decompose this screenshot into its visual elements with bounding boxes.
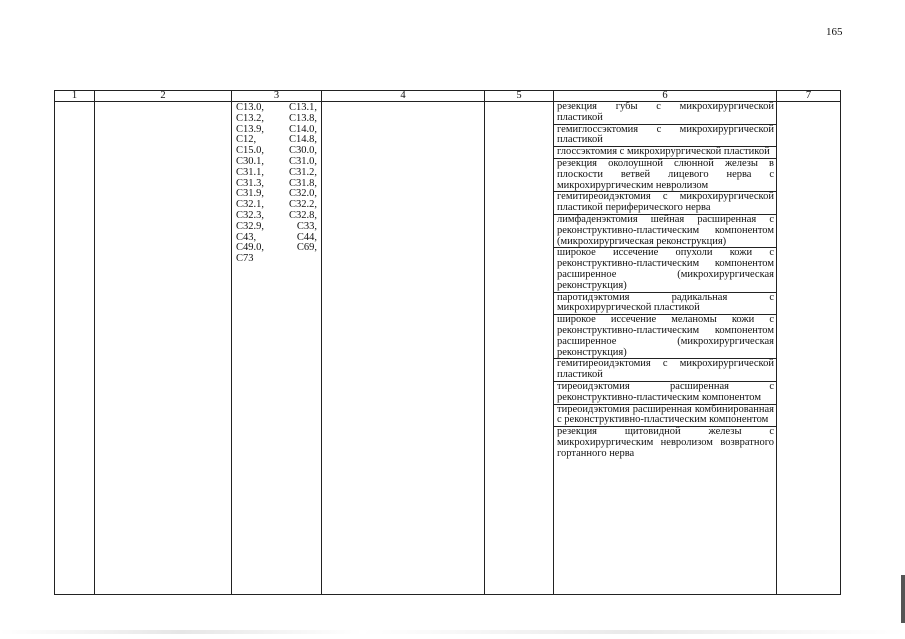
table-row [55, 102, 841, 595]
header-col-4: 4 [322, 91, 485, 102]
cell-col-6-procedures [554, 102, 777, 595]
procedure-list [554, 102, 776, 460]
diagnosis-code [278, 254, 318, 265]
diagnosis-code: C13.2, [236, 112, 265, 124]
diagnosis-code: C32.1, [236, 199, 265, 211]
procedure-item: тиреоидэктомия расширенная комбинированная с реконструктивно-пластическим компонентом [554, 405, 776, 428]
diagnosis-code: C31.8, [288, 177, 317, 189]
diagnosis-code: C44, [296, 231, 317, 243]
diagnosis-code: C69, [296, 242, 317, 254]
header-col-2: 2 [95, 91, 232, 102]
diagnosis-code: C43, [236, 231, 257, 243]
diagnosis-code: C73 [236, 253, 254, 265]
header-col-1: 1 [55, 91, 95, 102]
procedure-item: широкое иссечение опухоли кожи с реконструктивно-пластическим компонентом расширенное (микрохирургическая реконструкция) [554, 248, 776, 292]
procedure-item: резекция щитовидной железы с микрохирургическим невролизом возвратного гортанного нерва [557, 426, 774, 459]
diagnosis-code: C32.9, [236, 220, 265, 232]
procedure-item: резекция околоушной слюнной железы в плоскости ветвей лицевого нерва с микрохирургическим невролизом [554, 159, 776, 192]
procedure-item: резекция губы с микрохирургической пластикой [554, 102, 776, 125]
procedure-item: тиреоидэктомия расширенная с реконструктивно-пластическим компонентом [554, 382, 776, 405]
cell-col-7 [777, 102, 841, 595]
diagnosis-code: C13.9, [236, 123, 265, 135]
diagnosis-code: C30.1, [236, 155, 265, 167]
diagnosis-code: C49.0, [236, 242, 265, 254]
procedure-item: гемитиреоидэктомия с микрохирургической пластикой периферического нерва [554, 192, 776, 215]
diagnosis-code: C31.2, [288, 166, 317, 178]
cell-col-2 [95, 102, 232, 595]
diagnosis-code: C32.3, [236, 209, 265, 221]
header-row [55, 91, 841, 102]
diagnosis-code: C31.0, [288, 155, 317, 167]
diagnosis-code: C13.8, [288, 112, 317, 124]
procedure-item: гемитиреоидэктомия с микрохирургической пластикой [554, 359, 776, 382]
diagnosis-code: C31.9, [236, 188, 265, 200]
diagnosis-code: C32.8, [288, 209, 317, 221]
header-col-3: 3 [232, 91, 322, 102]
document-table-container [54, 90, 840, 595]
procedure-item: глоссэктомия с микрохирургической пластикой [554, 147, 776, 159]
header-col-7: 7 [777, 91, 841, 102]
header-col-6: 6 [554, 91, 777, 102]
page-number: 165 [826, 26, 843, 38]
cell-col-1 [55, 102, 95, 595]
cell-col-3-diagnosis-codes [232, 102, 322, 595]
diagnosis-code: C32.2, [288, 199, 317, 211]
diagnosis-code-list [232, 102, 321, 265]
diagnosis-code: C14.8, [288, 134, 317, 146]
diagnosis-code: C13.1, [288, 102, 317, 113]
document-table [54, 90, 841, 595]
scan-bottom-noise [0, 630, 905, 634]
diagnosis-code: C13.0, [236, 102, 265, 113]
cell-col-4 [322, 102, 485, 595]
procedure-item: лимфаденэктомия шейная расширенная с реконструктивно-пластическим компонентом (микрохирургическая реконструкция) [554, 215, 776, 248]
scan-edge-mark [901, 575, 905, 623]
diagnosis-code: C12, [236, 134, 257, 146]
diagnosis-code: C33, [296, 220, 317, 232]
procedure-item: широкое иссечение меланомы кожи с реконструктивно-пластическим компонентом расширенное (микрохирургическая реконструкция) [554, 315, 776, 359]
header-col-5: 5 [485, 91, 554, 102]
diagnosis-code: C15.0, [236, 145, 265, 157]
diagnosis-code: C30.0, [288, 145, 317, 157]
procedure-item: паротидэктомия радикальная с микрохирургической пластикой [554, 293, 776, 316]
diagnosis-code: C14.0, [288, 123, 317, 135]
diagnosis-code: C32.0, [288, 188, 317, 200]
diagnosis-code: C31.1, [236, 166, 265, 178]
procedure-item: гемиглоссэктомия с микрохирургической пластикой [554, 125, 776, 148]
diagnosis-code: C31.3, [236, 177, 265, 189]
cell-col-5 [485, 102, 554, 595]
